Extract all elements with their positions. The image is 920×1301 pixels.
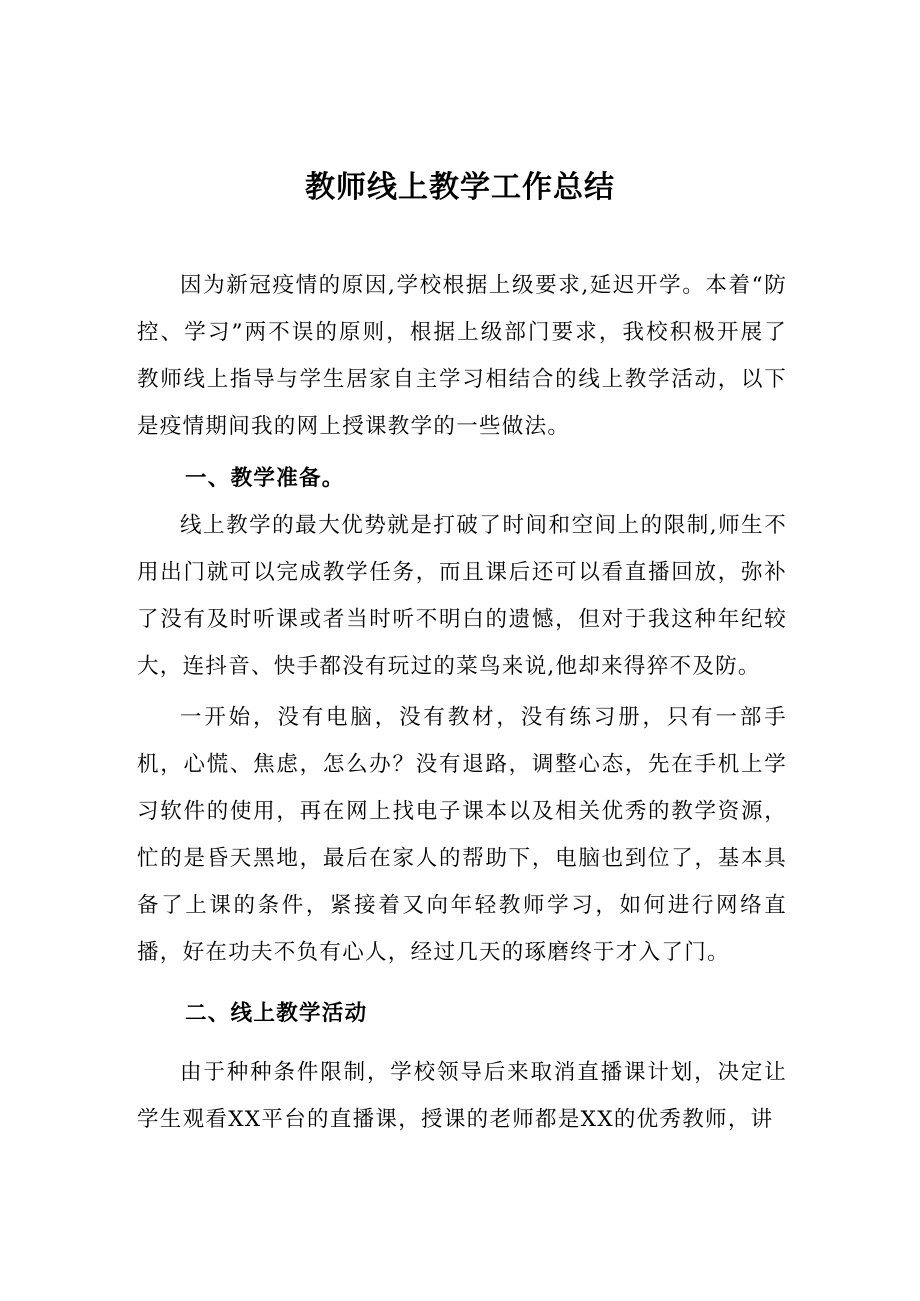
paragraph-getting-started: 一开始，没有电脑，没有教材，没有练习册，只有一部手机，心慌、焦虑，怎么办？没有退路，调整心态，先在手机上学习软件的使用，再在网上找电子课本以及相关优秀的教学资源，忙的是昏天黑地，最后在家人的帮助下，电脑也到位了，基本具备了上课的条件，紧接着又向年轻教师学习，如何进行网络直播，好在功夫不负有心人，经过几天的琢磨终于才入了门。 [137, 705, 787, 965]
paragraph-live-courses: 由于种种条件限制，学校领导后来取消直播课计划，决定让学生观看XX平台的直播课，授课的老师都是XX的优秀教师，讲 [137, 1060, 787, 1132]
document-title: 教师线上教学工作总结 [305, 170, 615, 205]
paragraph-online-advantages: 线上教学的最大优势就是打破了时间和空间上的限制,师生不用出门就可以完成教学任务，而且课后还可以看直播回放，弥补了没有及时听课或者当时听不明白的遗憾，但对于我这种年纪较大，连抖音、快手都没有玩过的菜鸟来说,他却来得猝不及防。 [137, 513, 787, 679]
section-heading-teaching-preparation: 一、教学准备。 [185, 466, 345, 491]
section-heading-online-activities: 二、线上教学活动 [185, 1001, 368, 1026]
intro-paragraph: 因为新冠疫情的原因,学校根据上级要求,延迟开学。本着“防控、学习”两不误的原则，根据上级部门要求，我校积极开展了教师线上指导与学生居家自主学习相结合的线上教学活动，以下是疫情期间我的网上授课教学的一些做法。 [137, 273, 787, 439]
